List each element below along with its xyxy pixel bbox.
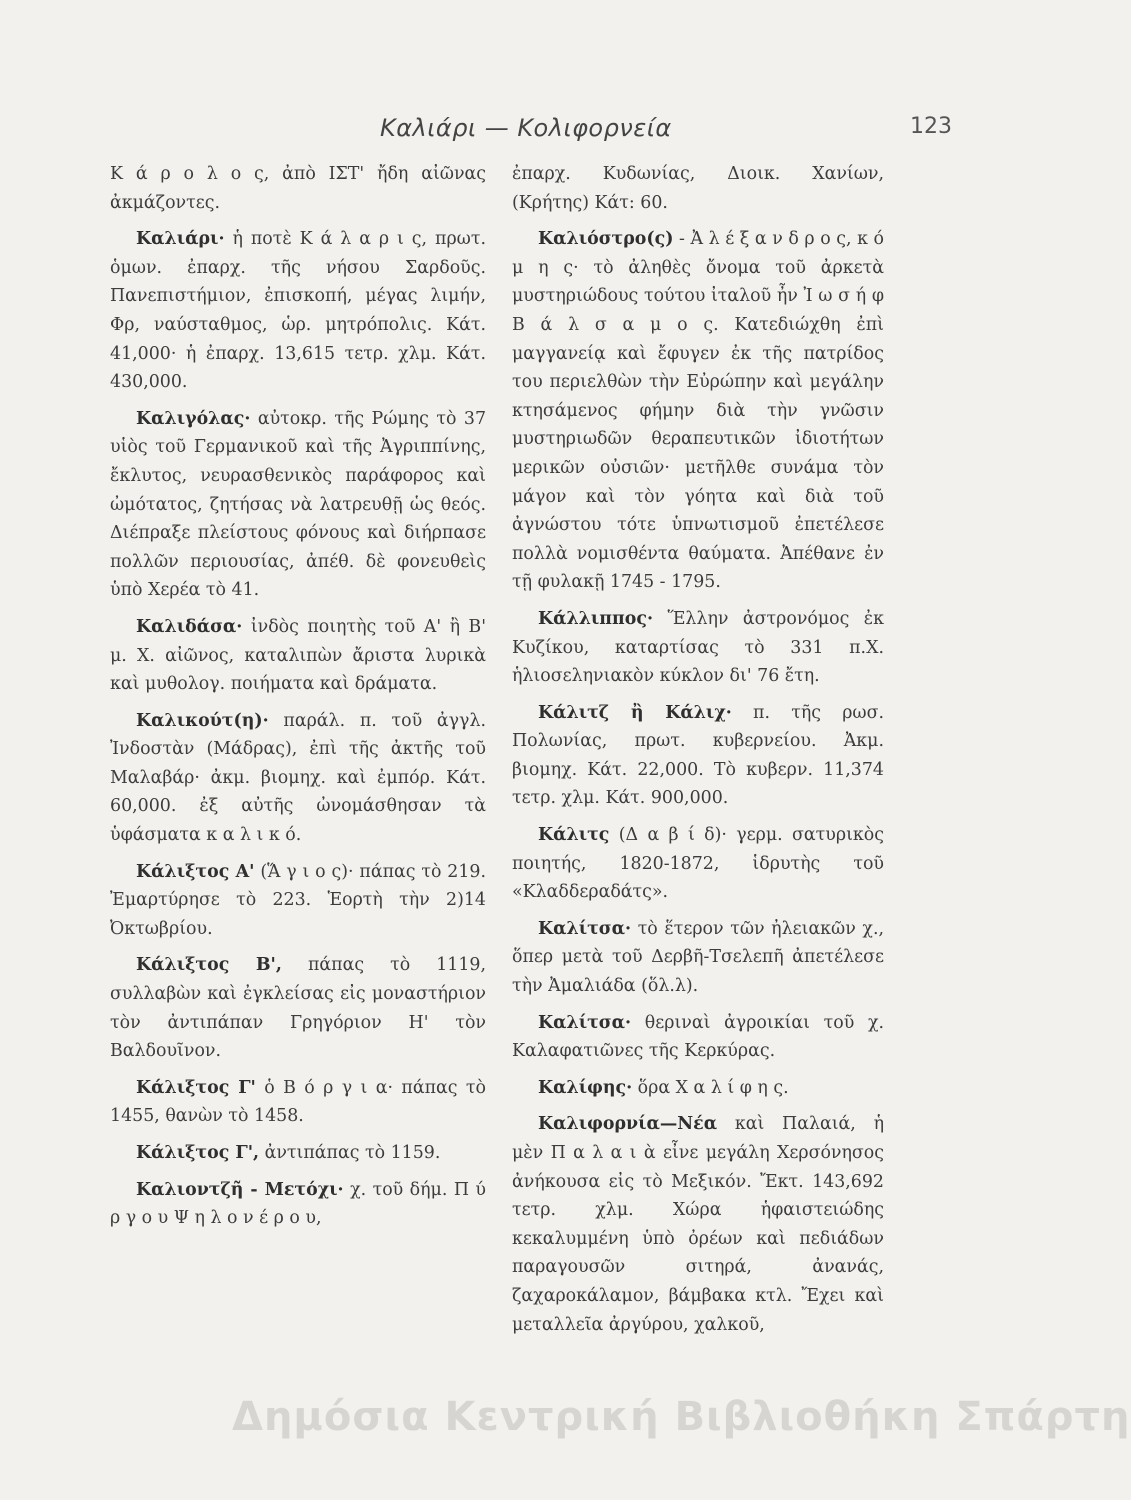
entry-text: (Ἅ γ ι ο ς)· πάπας τὸ 219. Ἐμαρτύρησε τὸ 223. Ἑορτὴ τὴν 2)14 Ὀκτωβρίου.	[110, 861, 487, 939]
entry-headword: Καλίτσα·	[538, 918, 632, 939]
entry-text: πάπας τὸ 1119, συλλαβὼν καὶ ἐγκλείσας εἰς μοναστήριον τὸν ἀντιπάπαν Γρηγόριον Η' τὸν Βαλδουῖνον.	[110, 955, 486, 1062]
entry-text: παράλ. π. τοῦ ἀγγλ. Ἰνδοστὰν (Μάδρας), ἐπὶ τῆς ἀκτῆς τοῦ Μαλαβάρ· ἀκμ. βιομηχ. καὶ ἐμπόρ. Κάτ. 60,000. ἐξ αὐτῆς ὠνομάσθησαν τὰ ὑφάσματα κ α λ ι κ ό.	[110, 710, 486, 846]
entry-headword: Κάλλιππος·	[538, 608, 654, 629]
entry-headword: Κάλιξτος Γ',	[136, 1143, 260, 1163]
dictionary-entry	[110, 405, 486, 605]
entry-text: ὁ Β ό ρ γ ι α· πάπας τὸ 1455, θανὼν τὸ 1458.	[110, 1077, 486, 1127]
dictionary-entry	[110, 1139, 486, 1168]
entry-headword: Καλικούτ(η)·	[136, 710, 269, 731]
entry-headword: Καλιδάσα·	[136, 616, 243, 637]
dictionary-entry	[512, 1110, 884, 1339]
entry-text: ἐπαρχ. Κυδωνίας, Διοικ. Χανίων, (Κρήτης) Κάτ: 60.	[512, 164, 884, 213]
dictionary-entry	[110, 858, 486, 944]
entry-text: Κ ά ρ ο λ ο ς, ἀπὸ ΙΣΤ' ἤδη αἰῶνας ἀκμάζοντες.	[110, 164, 486, 213]
entry-text: ἡ ποτὲ Κ ά λ α ρ ι ς, πρωτ. ὁμων. ἐπαρχ. τῆς νήσου Σαρδοῦς. Πανεπιστήμιον, ἐπισκοπή, μέγας λιμήν, Φρ, ναύσταθμος, ὡρ. μητρόπολις. Κάτ. 41,000· ἡ ἐπαρχ. 13,615 τετρ. χλμ. Κάτ. 430,000.	[110, 229, 487, 393]
entry-headword: Καλιγόλας·	[136, 408, 251, 429]
dictionary-entry	[512, 821, 884, 907]
entry-text: αὐτοκρ. τῆς Ρώμης τὸ 37 υἱὸς τοῦ Γερμανικοῦ καὶ τῆς Ἀγριππίνης, ἔκλυτος, νευρασθενικὸς παράφορος καὶ ὠμότατος, ζητήσας νὰ λατρευθῇ ὡς θεός. Διέπραξε πλείστους φόνους καὶ διήρπασε πολλῶν περιουσίας, ἀπέθ. δὲ φονευθεὶς ὑπὸ Χερέα τὸ 41.	[110, 408, 487, 601]
dictionary-entry	[110, 707, 486, 850]
dictionary-entry	[512, 160, 884, 217]
dictionary-entry	[512, 1009, 884, 1066]
entry-text: θεριναὶ ἀγροικίαι τοῦ χ. Καλαφατιῶνες τῆς Κερκύρας.	[512, 1012, 885, 1062]
library-watermark: Δημόσια Κεντρική Βιβλιοθήκη Σπάρτη	[232, 1394, 1131, 1440]
dictionary-entry	[110, 1074, 486, 1131]
dictionary-entry	[110, 951, 486, 1065]
left-column	[110, 160, 486, 1241]
entry-headword: Καλιόστρο(ς)	[538, 229, 674, 250]
dictionary-entry	[110, 1176, 486, 1233]
entry-headword: Κάλιτς	[538, 825, 610, 846]
entry-text: τὸ ἕτερον τῶν ἠλειακῶν χ., ὅπερ μετὰ τοῦ Δερβῆ-Τσελεπῆ ἀπετέλεσε τὴν Ἀμαλιάδα (ὅλ.λ).	[512, 918, 884, 997]
entry-text: ἰνδὸς ποιητὴς τοῦ Α' ἢ Β' μ. Χ. αἰῶνος, καταλιπὼν ἄριστα λυρικὰ καὶ μυθολογ. ποιήματα καὶ δράματα.	[110, 616, 486, 695]
entry-headword: Κάλιξτος Α'	[136, 861, 255, 882]
entry-headword: Κάλιτζ ἢ Κάλιχ·	[538, 702, 732, 723]
page-header	[160, 114, 960, 148]
dictionary-entry	[110, 225, 486, 397]
entry-text: χ. τοῦ δήμ. Π ύ ρ γ ο υ Ψ η λ ο ν έ ρ ο υ,	[110, 1179, 487, 1229]
dictionary-entry	[512, 225, 884, 597]
entry-text: Ἕλλην ἀστρονόμος ἐκ Κυζίκου, καταρτίσας τὸ 331 π.Χ. ἡλιοσεληνιακὸν κύκλον δι' 76 ἔτη.	[512, 608, 884, 687]
entry-headword: Κάλιξτος Γ'	[136, 1077, 256, 1098]
dictionary-entry	[110, 613, 486, 699]
dictionary-entry	[512, 915, 884, 1001]
entry-text: (Δ α β ί δ)· γερμ. σατυρικὸς ποιητής, 1820-1872, ἱδρυτὴς τοῦ «Κλαδδεραδάτς».	[512, 825, 884, 903]
dictionary-entry	[512, 699, 884, 813]
entry-text: ὅρα Χ α λ ί φ η ς.	[637, 1077, 789, 1098]
entry-headword: Καλιφορνία—Νέα	[538, 1114, 718, 1135]
entry-headword: Κάλιξτος Β',	[136, 955, 282, 976]
right-column	[512, 160, 884, 1347]
entry-text: καὶ Παλαιά, ἡ μὲν Π α λ α ι ὰ εἶνε μεγάλη Χερσόνησος ἀνήκουσα εἰς τὸ Μεξικόν. Ἔκτ. 143,692 τετρ. χλμ. Χώρα ἡφαιστειώδης κεκαλυμμένη ὑπὸ ὀρέων καὶ πεδιάδων παραγουσῶν σιτηρά, ἀνανάς, ζαχαροκάλαμον, βάμβακα κτλ. Ἔχει καὶ μεταλλεῖα ἀργύρου, χαλκοῦ,	[512, 1114, 884, 1335]
page-number: 123	[910, 114, 952, 139]
entry-text: π. τῆς ρωσ. Πολωνίας, πρωτ. κυβερνείου. Ἀκμ. βιομηχ. Κάτ. 22,000. Τὸ κυβερν. 11,374 τετρ. χλμ. Κάτ. 900,000.	[512, 702, 885, 809]
entry-headword: Καλιοντζῆ - Μετόχι·	[136, 1179, 344, 1200]
running-title: Καλιάρι — Κολιφορνεία	[380, 114, 672, 142]
entry-headword: Καλίφης·	[538, 1077, 633, 1098]
dictionary-entry	[512, 1074, 884, 1103]
entry-text: - Ἀ λ έ ξ α ν δ ρ ο ς, κ ό μ η ς· τὸ ἀληθὲς ὄνομα τοῦ ἀρκετὰ μυστηριώδους τούτου ἰταλοῦ ἦν Ἰ ω σ ή φ Β ά λ σ α μ ο ς. Κατεδιώχθη ἐπὶ μαγγανείᾳ καὶ ἔφυγεν ἐκ τῆς πατρίδος του περιελθὼν τὴν Εὐρώπην καὶ μεγάλην κτησάμενος φήμην διὰ τὴν γνῶσιν μυστηριωδῶν θεραπευτικῶν ἰδιοτήτων μερικῶν οὐσιῶν· μετῆλθε συνάμα τὸν μάγον καὶ τὸν γόητα καὶ διὰ τοῦ ἀγνώστου τότε ὑπνωτισμοῦ ἐπετέλεσε πολλὰ νομισθέντα θαύματα. Ἀπέθανε ἐν τῇ φυλακῇ 1745 - 1795.	[512, 229, 885, 593]
entry-headword: Καλίτσα·	[538, 1012, 632, 1033]
entry-text: ἀντιπάπας τὸ 1159.	[264, 1143, 441, 1163]
dictionary-entry	[512, 605, 884, 691]
dictionary-entry	[110, 160, 486, 217]
entry-headword: Καλιάρι·	[136, 229, 225, 250]
